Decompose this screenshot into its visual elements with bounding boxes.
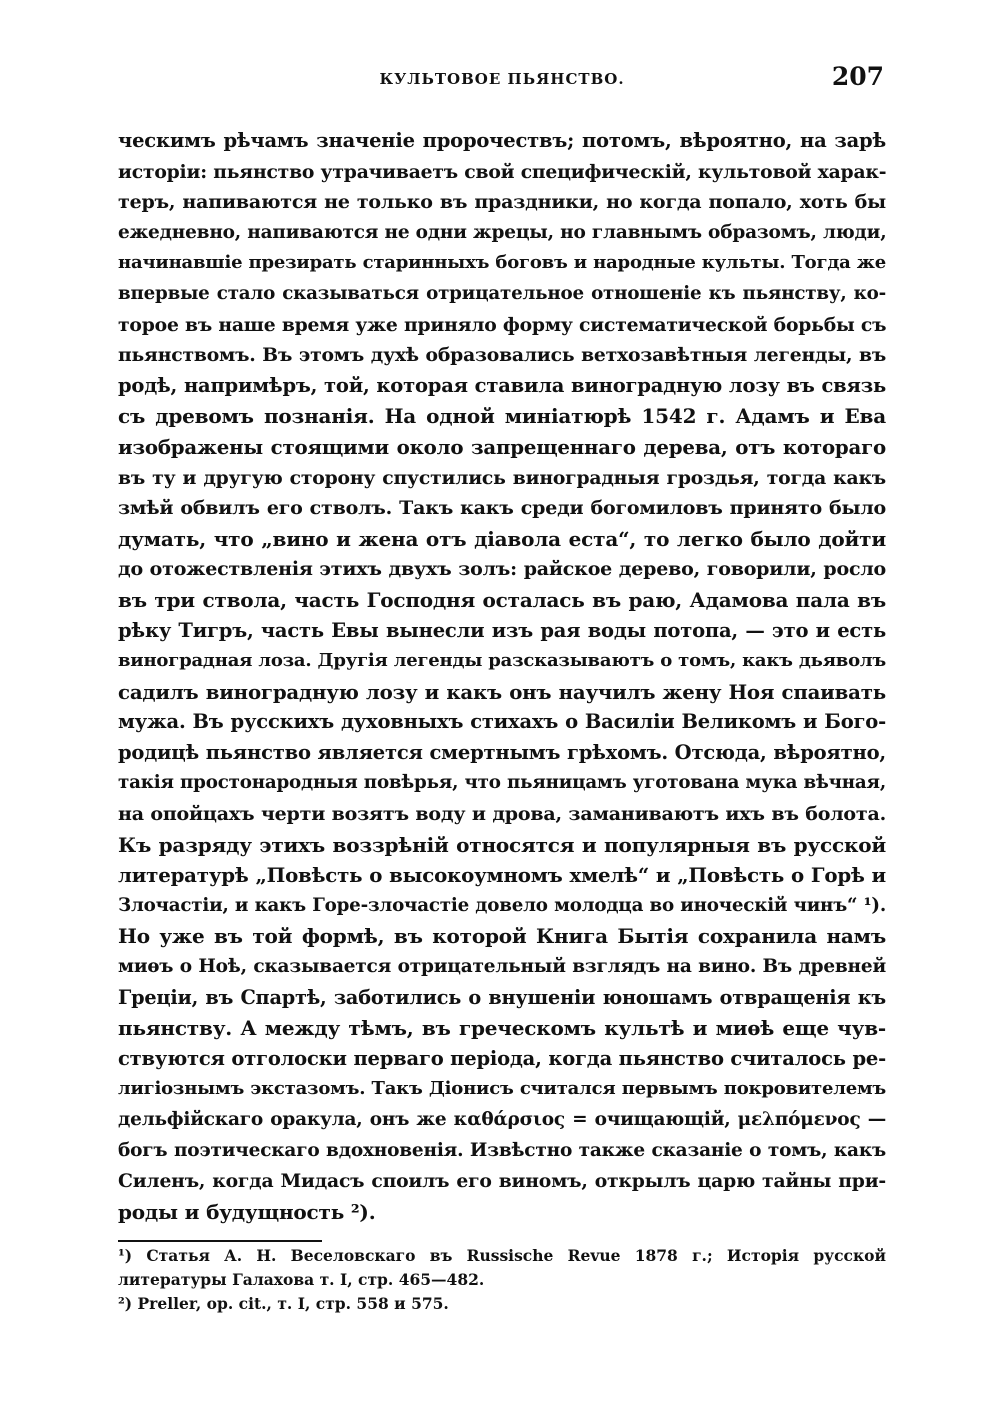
text-line: Но уже въ той формѣ, въ которой Книга Бытія сохранила намъ <box>118 924 886 949</box>
text-line: изображены стоящими около запрещеннаго дерева, отъ котораго <box>118 434 886 459</box>
text-line: родицѣ пьянство является смертнымъ грѣхомъ. Отсюда, вѣроятно, <box>118 740 886 764</box>
footnotes <box>118 1244 886 1316</box>
footnote-line: ¹) Статья А. Н. Веселовскаго въ Russische Revue 1878 г.; Исторія русской <box>118 1246 886 1265</box>
main-text <box>118 126 886 1227</box>
footnote-line: литературы Галахова т. I, стр. 465—482. <box>118 1270 485 1289</box>
text-line: рѣку Тигръ, часть Евы вынесли изъ рая воды потопа, — это и есть <box>118 618 886 642</box>
text-line: впервые стало сказываться отрицательное отношеніе къ пьянству, ко- <box>118 282 886 304</box>
text-line: Къ разряду этихъ воззрѣній относятся и популярныя въ русской <box>118 832 886 857</box>
text-line: миѳъ о Ноѣ, сказывается отрицательный взглядъ на вино. Въ древней <box>118 956 886 978</box>
footnote-divider <box>118 1240 322 1242</box>
text-line: родѣ, напримѣръ, той, которая ставила виноградную лозу въ связь <box>118 373 886 397</box>
text-line: змѣй обвилъ его стволъ. Такъ какъ среди богомиловъ принято было <box>118 497 886 520</box>
running-title: КУЛЬТОВОЕ ПЬЯНСТВО. <box>379 70 625 88</box>
text-line: Злочастіи, и какъ Горе-злочастіе довело молодца во иноческій чинъ“ ¹). <box>118 894 886 916</box>
text-line: съ древомъ познанія. На одной миніатюрѣ 1542 г. Адамъ и Ева <box>118 404 886 429</box>
text-line: теръ, напиваются не только въ праздники, но когда попало, хоть бы <box>118 191 886 214</box>
page-number: 207 <box>831 62 884 91</box>
text-line: ческимъ рѣчамъ значеніе пророчествъ; потомъ, вѣроятно, на зарѣ <box>118 129 886 152</box>
text-line: ежедневно, напиваются не одни жрецы, но главнымъ образомъ, люди, <box>118 221 887 243</box>
text-line: Греціи, въ Спартѣ, заботились о внушеніи юношамъ отвращенія къ <box>118 985 886 1009</box>
text-line: богъ поэтическаго вдохновенія. Извѣстно также сказаніе о томъ, какъ <box>118 1139 886 1161</box>
text-line: въ ту и другую сторону спустились виноградныя гроздья, тогда какъ <box>118 466 886 489</box>
text-line: дельфійскаго оракула, онъ же καθάρσιος = очищающій, μελπόμενος — <box>118 1109 886 1130</box>
text-line: садилъ виноградную лозу и какъ онъ научилъ жену Ноя спаивать <box>118 679 886 704</box>
text-line: торое въ наше время уже приняло форму систематической борьбы съ <box>118 313 887 336</box>
text-line: виноградная лоза. Другія легенды разсказываютъ о томъ, какъ дьяволъ <box>118 650 886 672</box>
text-line: начинавшіе презирать старинныхъ боговъ и народные культы. Тогда же <box>118 252 886 274</box>
text-line: ствуются отголоски перваго періода, когда пьянство считалось ре- <box>118 1046 886 1070</box>
text-line: литературѣ „Повѣсть о высокоумномъ хмелѣ“ и „Повѣсть о Горѣ и <box>118 863 886 888</box>
text-line: думать, что „вино и жена отъ діавола еста“, то легко было дойти <box>118 526 886 551</box>
text-line: исторіи: пьянство утрачиваетъ свой специфическій, культовой харак- <box>118 160 887 183</box>
text-line: до отожествленія этихъ двухъ золъ: райское дерево, говорили, росло <box>118 558 886 581</box>
text-line: роды и будущность ²). <box>118 1199 376 1224</box>
text-line: Силенъ, когда Мидасъ споилъ его виномъ, открылъ царю тайны при- <box>118 1170 886 1193</box>
text-line: пьянству. А между тѣмъ, въ греческомъ культѣ и миѳѣ еще чув- <box>118 1016 886 1041</box>
text-line: на опойцахъ черти возятъ воду и дрова, заманиваютъ ихъ въ болота. <box>118 803 886 826</box>
text-line: въ три ствола, часть Господня осталась въ раю, Адамова пала въ <box>118 587 886 612</box>
footnote-line: ²) Preller, op. cit., т. I, стр. 558 и 575. <box>118 1294 449 1313</box>
text-line: такія простонародныя повѣрья, что пьяницамъ уготована мука вѣчная, <box>118 772 886 794</box>
text-line: лигіознымъ экстазомъ. Такъ Діонисъ считался первымъ покровителемъ <box>118 1078 886 1100</box>
page-header <box>118 62 886 98</box>
text-line: мужа. Въ русскихъ духовныхъ стихахъ о Василіи Великомъ и Бого- <box>118 710 886 734</box>
text-line: пьянствомъ. Въ этомъ духѣ образовались ветхозавѣтныя легенды, въ <box>118 344 886 367</box>
